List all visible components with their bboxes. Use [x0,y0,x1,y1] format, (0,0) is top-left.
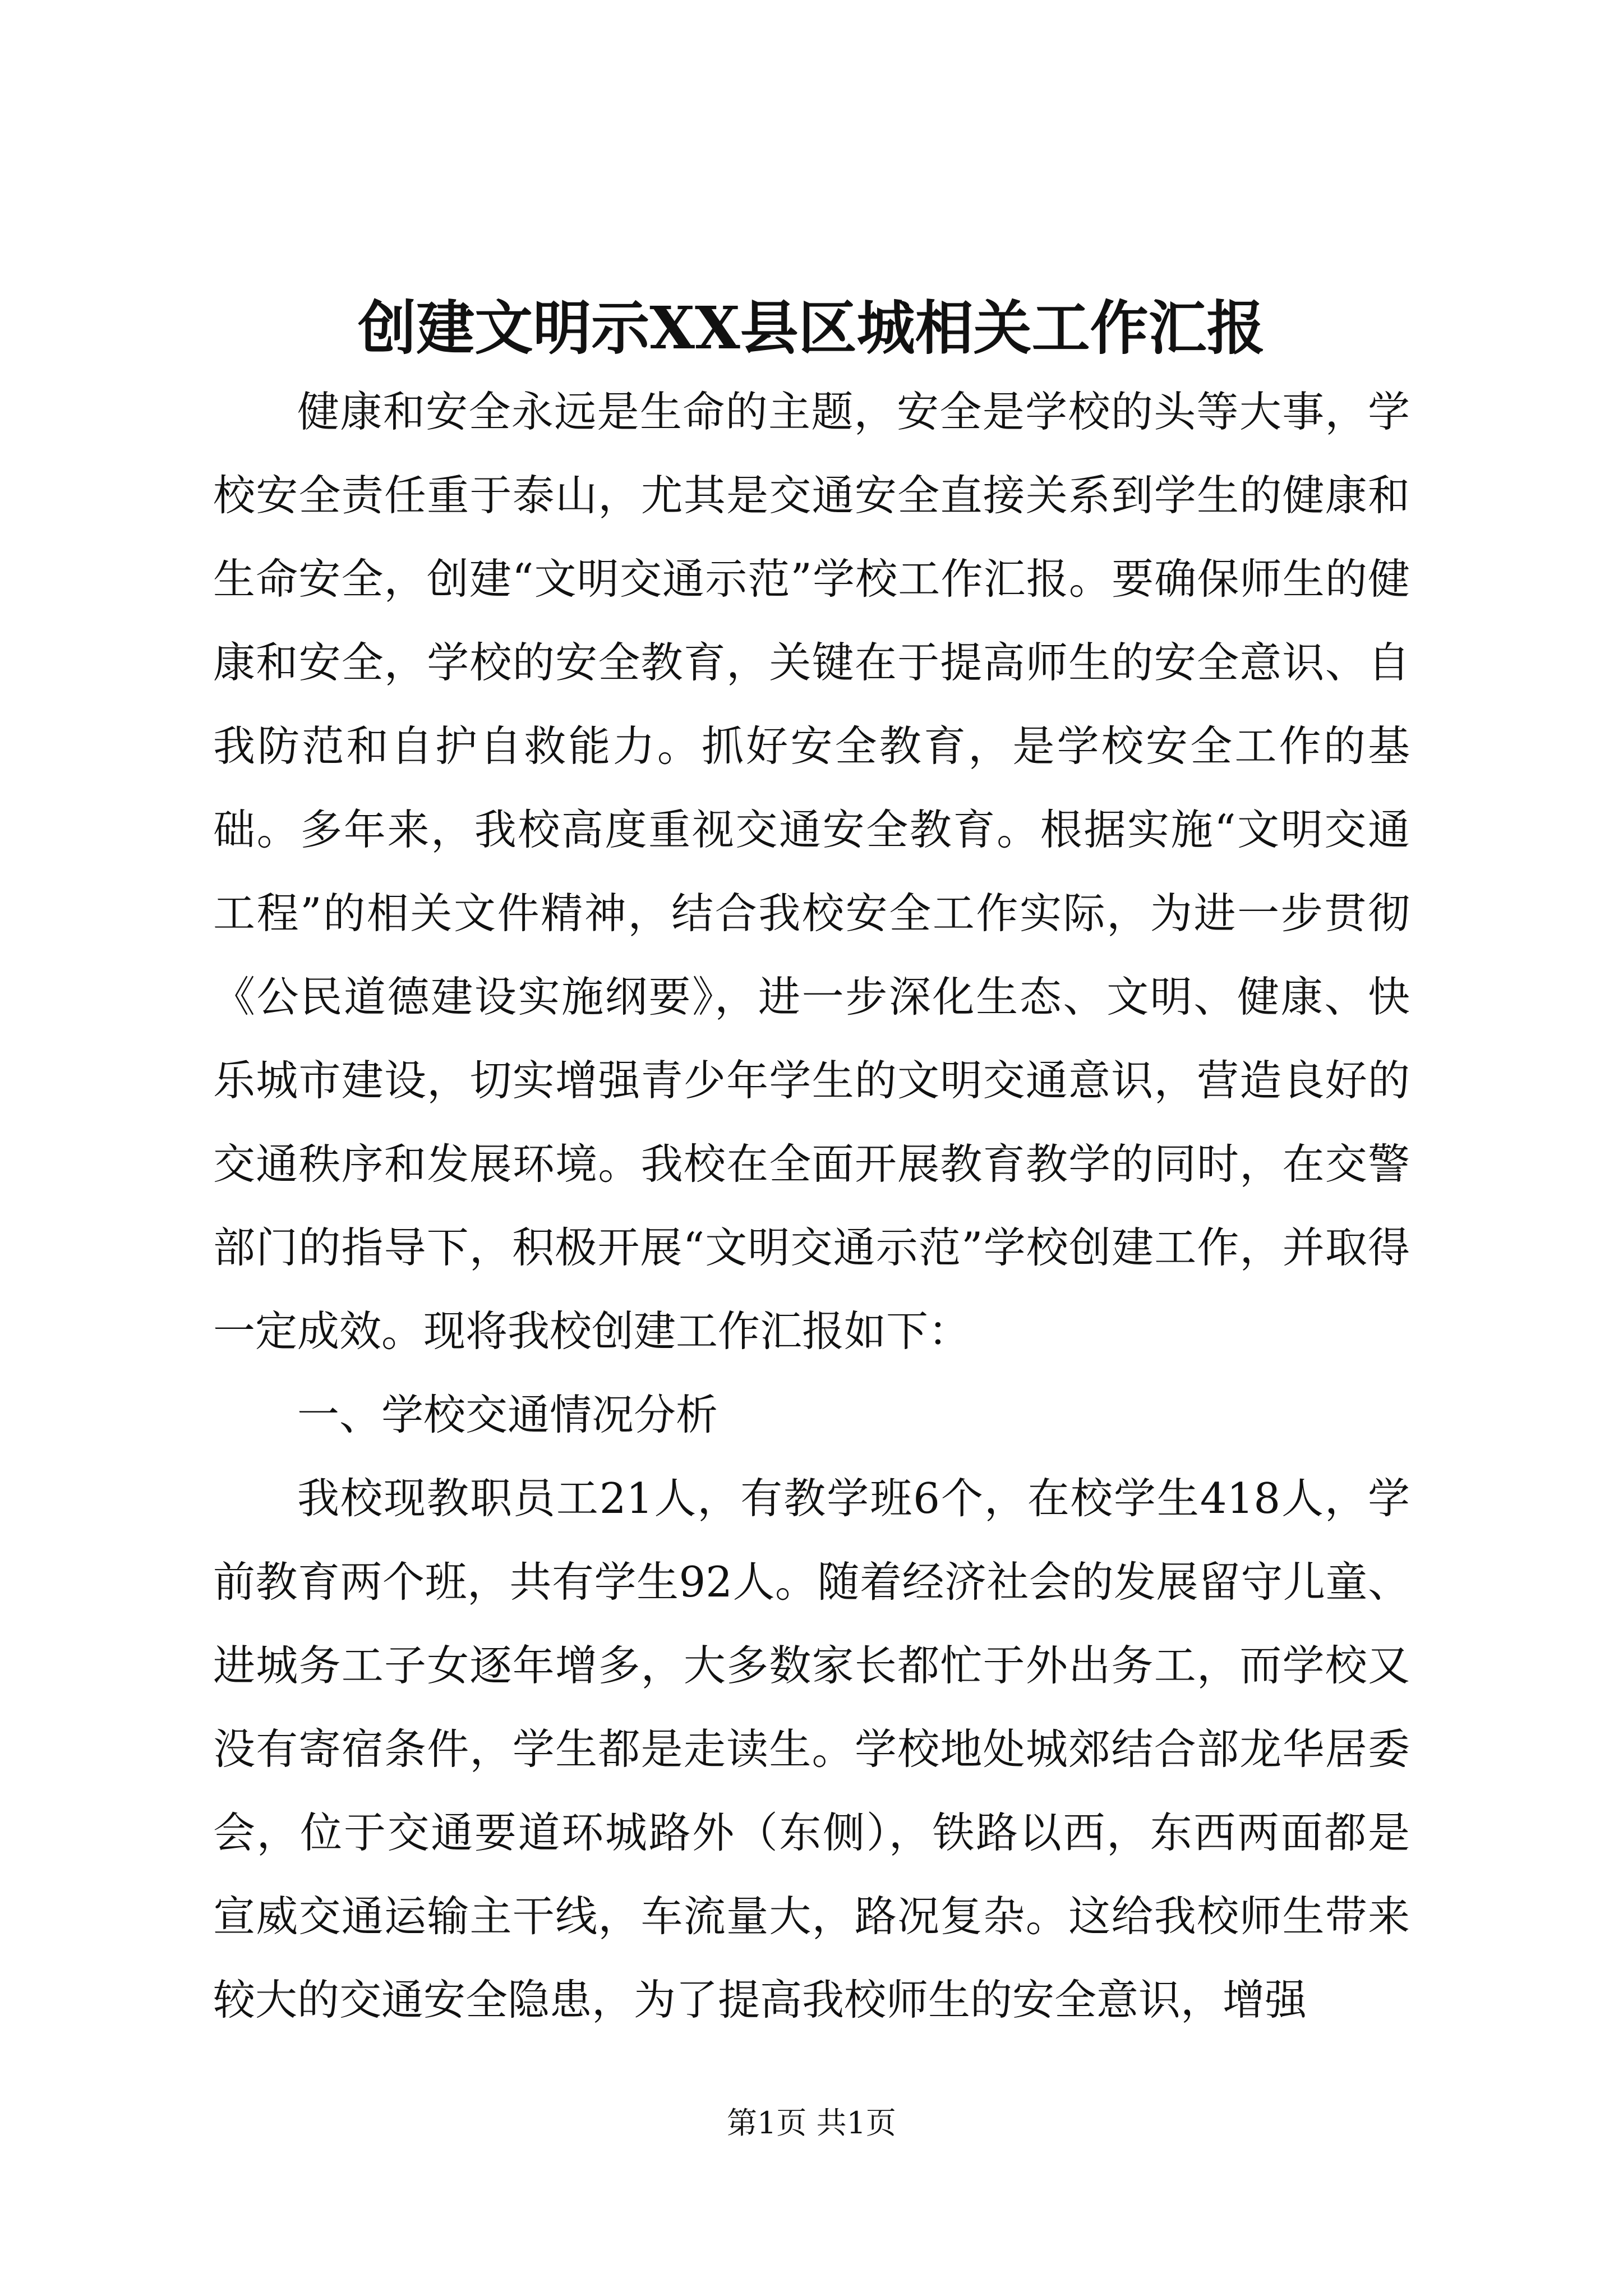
intro-paragraph: 健康和安全永远是生命的主题，安全是学校的头等大事，学校安全责任重于泰山，尤其是交通安全直接关系到学生的健康和生命安全，创建“文明交通示范”学校工作汇报。要确保师生的健康和安全，学校的安全教育，关键在于提高师生的安全意识、自我防范和自护自救能力。抓好安全教育，是学校安全工作的基础。多年来，我校高度重视交通安全教育。根据实施“文明交通工程”的相关文件精神，结合我校安全工作实际，为进一步贯彻《公民道德建设实施纲要》，进一步深化生态、文明、健康、快乐城市建设，切实增强青少年学生的文明交通意识，营造良好的交通秩序和发展环境。我校在全面开展教育教学的同时，在交警部门的指导下，积极开展“文明交通示范”学校创建工作，并取得一定成效。现将我校创建工作汇报如下： [213,387,1410,1356]
document-title: 创建文明示XX县区城相关工作汇报 [358,293,1265,362]
analysis-paragraph: 我校现教职员工21人，有教学班6个，在校学生418人，学前教育两个班，共有学生92人。随着经济社会的发展留守儿童、进城务工子女逐年增多，大多数家长都忙于外出务工，而学校又没有寄宿条件，学生都是走读生。学校地处城郊结合部龙华居委会，位于交通要道环城路外（东侧），铁路以西，东西两面都是宣威交通运输主干线，车流量大，路况复杂。这给我校师生带来较大的交通安全隐患，为了提高我校师生的安全意识，增强 [213,1474,1410,2024]
section-heading: 一、学校交通情况分析 [297,1390,718,1439]
document-body [213,370,1410,2042]
page-footer: 第1页 共1页 [727,2105,896,2141]
